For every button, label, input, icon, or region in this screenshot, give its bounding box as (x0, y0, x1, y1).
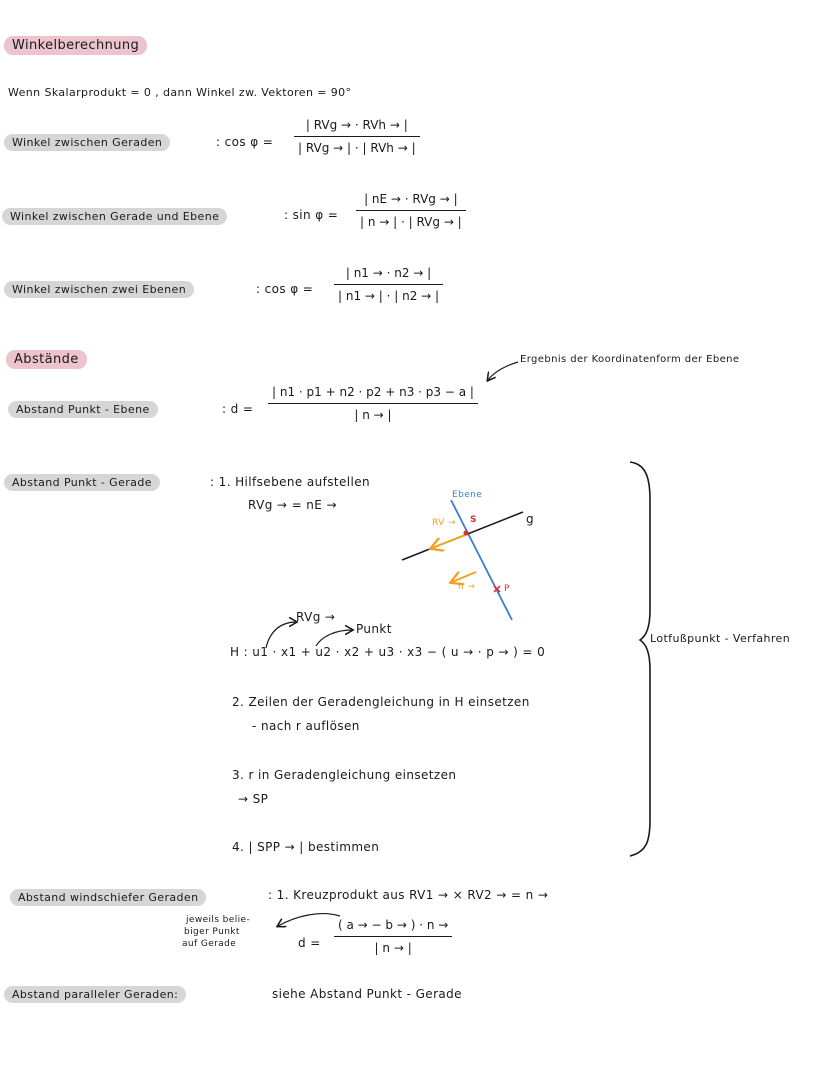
brace-lotfusspunkt (630, 462, 650, 856)
label-winkel-gerade-ebene: Winkel zwischen Gerade und Ebene (2, 208, 227, 225)
label-punkt-ebene: Abstand Punkt - Ebene (8, 401, 158, 418)
denominator: | n1 → | · | n2 → | (338, 289, 440, 303)
label-punkt-gerade: Abstand Punkt - Gerade (4, 474, 160, 491)
diagram-rv-label: RV → (432, 518, 456, 528)
intro-line: Wenn Skalarprodukt = 0 , dann Winkel zw. Vektoren = 90° (8, 86, 352, 99)
denominator: | n → | (374, 941, 412, 955)
denominator: | RVg → | · | RVh → | (298, 141, 416, 155)
section-title-winkel: Winkelberechnung (4, 36, 147, 55)
label-winkel-zwei-ebenen: Winkel zwischen zwei Ebenen (4, 281, 194, 298)
brace-label-lotfusspunkt: Lotfußpunkt - Verfahren (650, 632, 791, 645)
diagram-s-label: S (470, 515, 477, 525)
arrow-punkt (316, 630, 352, 646)
lhs-windschief: d = (298, 936, 321, 950)
denominator: | n → | · | RVg → | (360, 215, 462, 229)
denominator: | n → | (354, 408, 392, 422)
diagram-plane-line (451, 500, 512, 620)
note-koordinatenform: Ergebnis der Koordinatenform der Ebene (520, 354, 740, 365)
h-equation: H : u1 · x1 + u2 · x2 + u3 · x3 − ( u → · p → ) = 0 (230, 645, 546, 659)
diagram-rv-arrow (432, 534, 468, 548)
diagram-point-s (464, 531, 469, 536)
step2-line2: - nach r auflösen (252, 719, 360, 733)
label-windschief: Abstand windschiefer Geraden (10, 889, 206, 906)
step3-line2: → SP (238, 792, 269, 806)
diagram-n-arrow (452, 572, 476, 582)
arrow-rvg (266, 622, 296, 648)
punkt-label: Punkt (356, 622, 392, 636)
label-winkel-geraden: Winkel zwischen Geraden (4, 134, 170, 151)
step2-line1: 2. Zeilen der Geradengleichung in H einsetzen (232, 695, 530, 709)
numerator: | nE → · RVg → | (364, 192, 458, 206)
parallel-text: siehe Abstand Punkt - Gerade (272, 987, 462, 1001)
arrow-koordinatenform (488, 362, 518, 380)
step4-line: 4. | SPP → | bestimmen (232, 840, 380, 854)
windschief-step1: : 1. Kreuzprodukt aus RV1 → × RV2 → = n → (268, 888, 549, 902)
step1-hilfsebene: : 1. Hilfsebene aufstellen (210, 475, 371, 489)
lhs-winkel-zwei-ebenen: : cos φ = (256, 282, 314, 296)
diagram-p-label: P (504, 584, 510, 594)
lhs-punkt-ebene: : d = (222, 402, 254, 416)
windschief-note-3: auf Gerade (182, 939, 237, 949)
numerator: | n1 · p1 + n2 · p2 + n3 · p3 − a | (272, 385, 474, 399)
lhs-winkel-geraden: : cos φ = (216, 135, 274, 149)
numerator: | RVg → · RVh → | (305, 118, 408, 132)
section-title-abstaende: Abstände (6, 350, 87, 369)
arrow-windschief-note (278, 914, 340, 926)
diagram-ebene-label: Ebene (452, 490, 483, 500)
step1-equation: RVg → = nE → (248, 498, 337, 512)
windschief-note-1: jeweils belie- (186, 915, 251, 925)
rvg-label: RVg → (296, 610, 336, 624)
label-parallel: Abstand paralleler Geraden: (4, 986, 186, 1003)
diagram-n-label: n → (458, 582, 476, 592)
diagram-g-label: g (526, 512, 535, 526)
step3-line1: 3. r in Geradengleichung einsetzen (232, 768, 457, 782)
windschief-note-2: biger Punkt (184, 927, 240, 937)
lhs-winkel-gerade-ebene: : sin φ = (284, 208, 339, 222)
numerator: ( a → − b → ) · n → (338, 918, 449, 932)
numerator: | n1 → · n2 → | (345, 266, 432, 280)
